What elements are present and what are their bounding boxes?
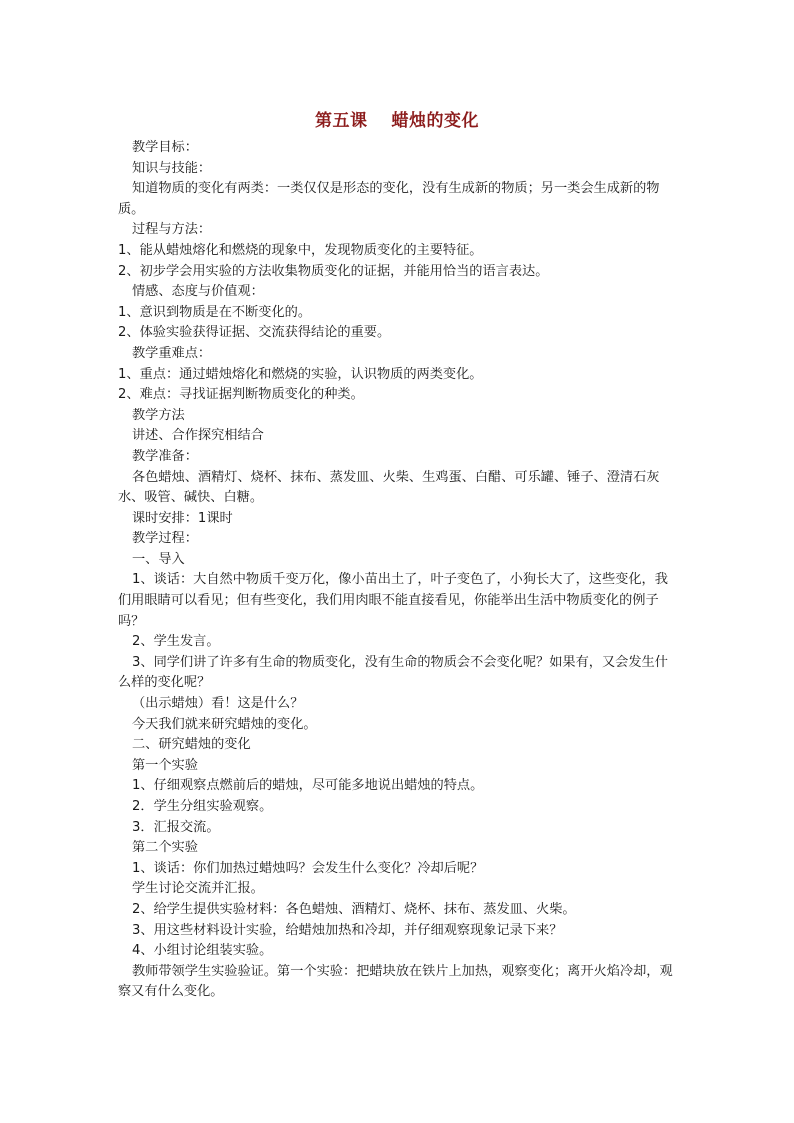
- paragraph: 2．学生分组实验观察。: [132, 799, 273, 814]
- paragraph: 2、难点：寻找证据判断物质变化的种类。: [118, 387, 364, 403]
- paragraph: 1、仔细观察点燃前后的蜡烛，尽可能多地说出蜡烛的特点。: [132, 778, 484, 794]
- paragraph: 2、初步学会用实验的方法收集物质变化的证据，并能用恰当的语言表达。: [118, 263, 549, 279]
- paragraph: 教学方法: [132, 407, 185, 423]
- lesson-body: [118, 138, 678, 1003]
- paragraph: 教学过程：: [132, 531, 198, 547]
- paragraph: 3、同学们讲了许多有生命的物质变化，没有生命的物质会不会变化呢？如果有，又会发生什么样的变化呢？: [118, 654, 668, 691]
- paragraph: 讲述、合作探究相结合: [132, 428, 264, 444]
- paragraph: 2、给学生提供实验材料：各色蜡烛、酒精灯、烧杯、抹布、蒸发皿、火柴。: [132, 901, 576, 917]
- paragraph: 知道物质的变化有两类：一类仅仅是形态的变化，没有生成新的物质；另一类会生成新的物质。: [118, 181, 660, 217]
- paragraph: 2、体验实验获得证据、交流获得结论的重要。: [118, 325, 391, 341]
- lesson-title: 第五课 蜡烛的变化: [315, 111, 479, 131]
- paragraph: 二、研究蜡烛的变化: [132, 737, 251, 753]
- paragraph: 第二个实验: [132, 840, 198, 856]
- paragraph: 一、导入: [132, 551, 185, 567]
- paragraph: 1、重点：通过蜡烛熔化和燃烧的实验，认识物质的两类变化。: [118, 366, 483, 382]
- paragraph: 今天我们就来研究蜡烛的变化。: [132, 716, 317, 732]
- paragraph: 情感、态度与价值观：: [132, 284, 264, 300]
- paragraph: 过程与方法：: [132, 222, 212, 238]
- paragraph: 各色蜡烛、酒精灯、烧杯、抹布、蒸发皿、火柴、生鸡蛋、白醋、可乐罐、锤子、澄清石灰水、吸管、碱快、白糖。: [118, 469, 660, 506]
- paragraph: 第一个实验: [132, 757, 198, 773]
- paragraph: 学生讨论交流并汇报。: [132, 881, 264, 897]
- paragraph: 3．汇报交流。: [132, 819, 220, 835]
- paragraph: 1、谈话：大自然中物质千变万化，像小苗出土了，叶子变色了，小狗长大了，这些变化，我们用眼睛可以看见；但有些变化，我们用肉眼不能直接看见，你能举出生活中物质变化的例子吗？: [118, 572, 668, 629]
- paragraph: 教学目标：: [132, 140, 198, 155]
- paragraph: 教学准备：: [132, 448, 198, 464]
- paragraph: 教学重难点：: [132, 345, 212, 361]
- paragraph: 课时安排：1课时: [132, 510, 233, 526]
- paragraph: 1、谈话：你们加热过蜡烛吗？会发生什么变化？冷却后呢？: [132, 860, 484, 876]
- paragraph: 1、意识到物质是在不断变化的。: [118, 304, 312, 320]
- paragraph: 1、能从蜡烛熔化和燃烧的现象中，发现物质变化的主要特征。: [118, 242, 483, 258]
- paragraph: 3、用这些材料设计实验，给蜡烛加热和冷却，并仔细观察现象记录下来？: [132, 922, 563, 938]
- paragraph: （出示蜡烛）看！这是什么？: [132, 696, 304, 712]
- paragraph: 教师带领学生实验验证。第一个实验：把蜡块放在铁片上加热，观察变化；离开火焰冷却，观察又有什么变化。: [118, 963, 673, 1000]
- paragraph: 2、学生发言。: [132, 634, 220, 650]
- paragraph: 4、小组讨论组装实验。: [132, 943, 273, 959]
- paragraph: 知识与技能：: [132, 160, 212, 176]
